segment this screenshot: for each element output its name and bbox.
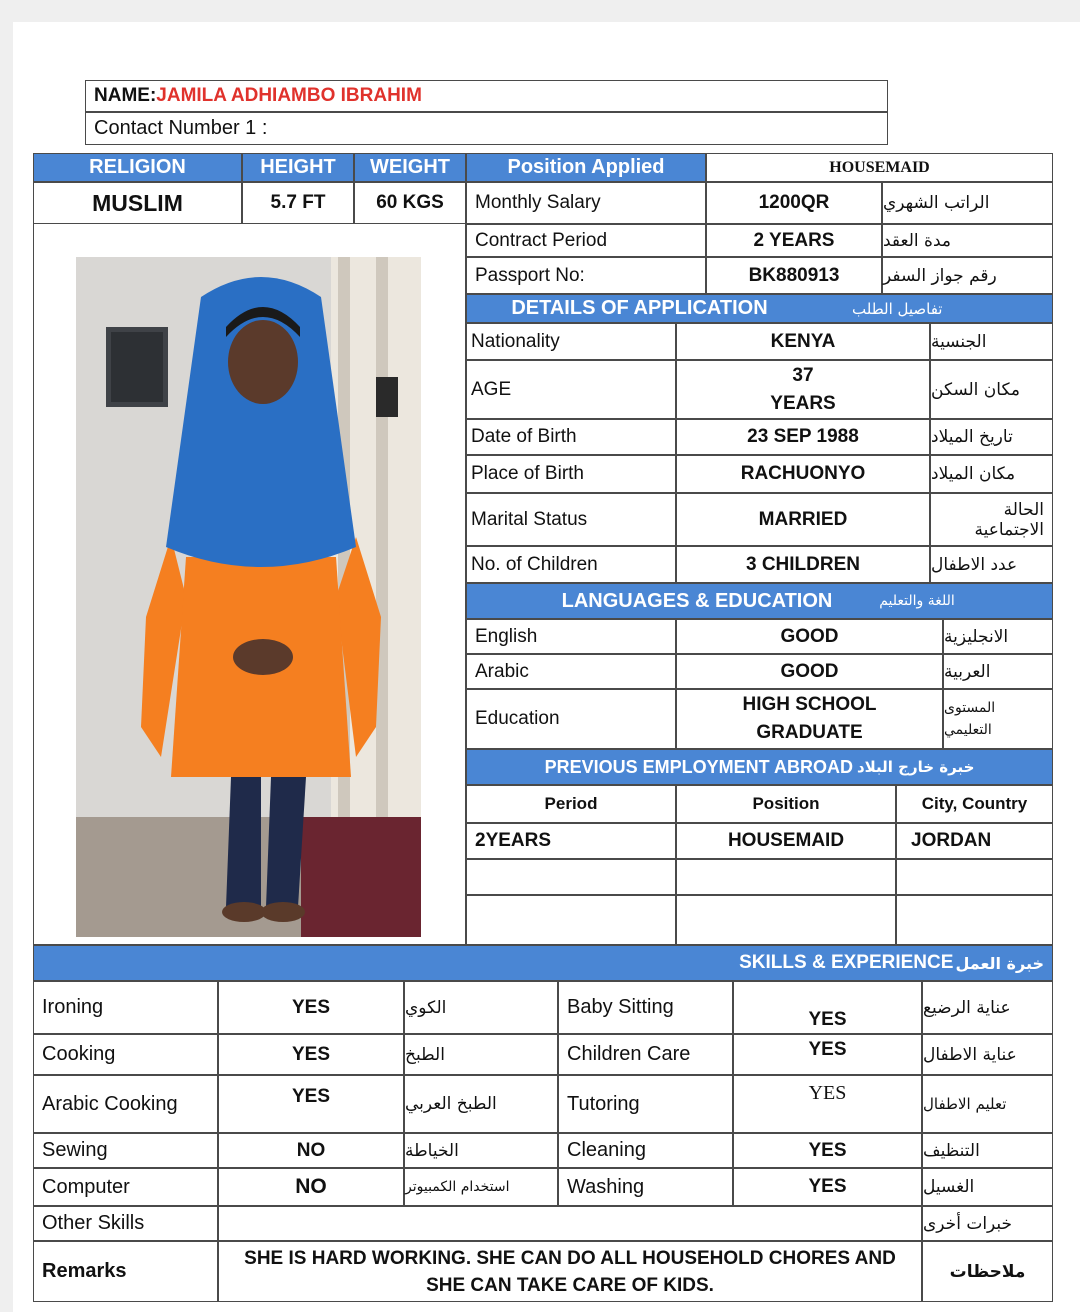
remarks-line2: SHE CAN TAKE CARE OF KIDS. [426, 1274, 714, 1296]
remarks-text [218, 1241, 922, 1302]
skill-sewing-value: NO [218, 1133, 404, 1168]
skill-ironing-value: YES [218, 981, 404, 1034]
other-skills-arabic: خبرات أخرى [922, 1206, 1053, 1241]
skill-childrencare-value: YES [733, 1034, 922, 1075]
children-label: No. of Children [466, 546, 676, 583]
skill-tutoring-value: YES [733, 1075, 922, 1133]
nationality-label: Nationality [466, 323, 676, 360]
employment-row2-period [466, 859, 676, 895]
passport-label: Passport No: [466, 257, 706, 294]
marital-arabic: الحالة الاجتماعية [930, 493, 1053, 546]
skill-babysitting-label: Baby Sitting [558, 981, 733, 1034]
pob-label: Place of Birth [466, 455, 676, 493]
weight-header: WEIGHT [354, 153, 466, 182]
skill-sewing-label: Sewing [33, 1133, 218, 1168]
skill-cooking-value: YES [218, 1034, 404, 1075]
dob-label: Date of Birth [466, 419, 676, 455]
skill-sewing-arabic: الخياطة [404, 1133, 558, 1168]
skill-arabiccooking-label: Arabic Cooking [33, 1075, 218, 1133]
employment-title-arabic: خبرة خارج البلاد [856, 758, 975, 776]
age-value [676, 360, 930, 419]
applicant-name: JAMILA ADHIAMBO IBRAHIM [156, 85, 422, 106]
employment-row2-position [676, 859, 896, 895]
nationality-value: KENYA [676, 323, 930, 360]
skill-tutoring-arabic: تعليم الاطفال [922, 1075, 1053, 1133]
religion-value: MUSLIM [33, 182, 242, 224]
education-label: Education [466, 689, 676, 749]
skill-cleaning-label: Cleaning [558, 1133, 733, 1168]
education-value-line1: HIGH SCHOOL [742, 694, 877, 715]
skill-cleaning-arabic: التنظيف [922, 1133, 1053, 1168]
arabic-label: Arabic [466, 654, 676, 689]
skill-washing-label: Washing [558, 1168, 733, 1206]
skill-babysitting-arabic: عناية الرضيع [922, 981, 1053, 1034]
pob-arabic: مكان الميلاد [930, 455, 1053, 493]
employment-col-city: City, Country [896, 785, 1053, 823]
position-applied-header: Position Applied [466, 153, 706, 182]
skill-computer-label: Computer [33, 1168, 218, 1206]
height-header: HEIGHT [242, 153, 354, 182]
skill-cleaning-value: YES [733, 1133, 922, 1168]
salary-arabic: الراتب الشهري [882, 182, 1053, 224]
skill-washing-arabic: الغسيل [922, 1168, 1053, 1206]
salary-value: 1200QR [706, 182, 882, 224]
skill-babysitting-value: YES [733, 981, 922, 1034]
skill-cooking-label: Cooking [33, 1034, 218, 1075]
employment-row1-position: HOUSEMAID [676, 823, 896, 859]
languages-title: LANGUAGES & EDUCATION [561, 589, 833, 612]
details-title: DETAILS OF APPLICATION [511, 297, 768, 319]
employment-row2-city [896, 859, 1053, 895]
name-label: NAME: [94, 85, 157, 106]
cv-sheet [13, 22, 1080, 1312]
employment-col-period: Period [466, 785, 676, 823]
english-value: GOOD [676, 619, 943, 654]
marital-value: MARRIED [676, 493, 930, 546]
age-unit: YEARS [770, 392, 836, 414]
skill-childrencare-label: Children Care [558, 1034, 733, 1075]
skill-cooking-arabic: الطبخ [404, 1034, 558, 1075]
position-applied-value: HOUSEMAID [706, 153, 1053, 182]
contract-period-arabic: مدة العقد [882, 224, 1053, 257]
other-skills-label: Other Skills [33, 1206, 218, 1241]
skill-computer-value: NO [218, 1168, 404, 1206]
skill-childrencare-arabic: عناية الاطفال [922, 1034, 1053, 1075]
education-arabic-line1: المستوى [944, 700, 996, 716]
dob-value: 23 SEP 1988 [676, 419, 930, 455]
name-row [85, 80, 888, 112]
skill-arabiccooking-arabic: الطبخ العربي [404, 1075, 558, 1133]
languages-title-arabic: اللغة والتعليم [879, 593, 955, 609]
passport-arabic: رقم جواز السفر [882, 257, 1053, 294]
employment-row3-period [466, 895, 676, 945]
arabic-value: GOOD [676, 654, 943, 689]
employment-title: PREVIOUS EMPLOYMENT ABROAD [544, 756, 853, 777]
skill-computer-arabic: استخدام الكمبيوتر [404, 1168, 558, 1206]
remarks-arabic: ملاحظات [922, 1241, 1053, 1302]
religion-header: RELIGION [33, 153, 242, 182]
skill-ironing-label: Ironing [33, 981, 218, 1034]
skills-title-arabic: خبرة العمل [955, 953, 1044, 973]
arabic-arabic: العربية [943, 654, 1053, 689]
children-arabic: عدد الاطفال [930, 546, 1053, 583]
education-arabic [943, 689, 1053, 749]
employment-row3-position [676, 895, 896, 945]
age-number: 37 [792, 364, 814, 386]
skills-title: SKILLS & EXPERIENCE [739, 952, 954, 973]
english-label: English [466, 619, 676, 654]
employment-row1-city: JORDAN [896, 823, 1053, 859]
marital-label: Marital Status [466, 493, 676, 546]
age-arabic: مكان السكن [930, 360, 1053, 419]
employment-col-position: Position [676, 785, 896, 823]
dob-arabic: تاريخ الميلاد [930, 419, 1053, 455]
remarks-label: Remarks [33, 1241, 218, 1302]
employment-row1-period: 2YEARS [466, 823, 676, 859]
contact-row [85, 112, 888, 145]
details-header [466, 294, 1053, 323]
employment-row3-city [896, 895, 1053, 945]
contact-label: Contact Number 1 : [94, 117, 268, 139]
applicant-photo [76, 257, 421, 937]
age-label: AGE [466, 360, 676, 419]
employment-header [466, 749, 1053, 785]
pob-value: RACHUONYO [676, 455, 930, 493]
education-arabic-line2: التعليمي [944, 722, 992, 738]
languages-header [466, 583, 1053, 619]
education-value-line2: GRADUATE [756, 722, 863, 743]
skill-washing-value: YES [733, 1168, 922, 1206]
contract-period-value: 2 YEARS [706, 224, 882, 257]
passport-value: BK880913 [706, 257, 882, 294]
salary-label: Monthly Salary [466, 182, 706, 224]
weight-value: 60 KGS [354, 182, 466, 224]
skill-arabiccooking-value: YES [218, 1075, 404, 1133]
skill-ironing-arabic: الكوي [404, 981, 558, 1034]
english-arabic: الانجليزية [943, 619, 1053, 654]
details-title-arabic: تفاصيل الطلب [852, 299, 943, 318]
remarks-line1: SHE IS HARD WORKING. SHE CAN DO ALL HOUSEHOLD CHORES AND [244, 1247, 896, 1269]
skill-tutoring-label: Tutoring [558, 1075, 733, 1133]
children-value: 3 CHILDREN [676, 546, 930, 583]
skills-header [33, 945, 1053, 981]
height-value: 5.7 FT [242, 182, 354, 224]
contract-period-label: Contract Period [466, 224, 706, 257]
education-value [676, 689, 943, 749]
other-skills-value [218, 1206, 922, 1241]
nationality-arabic: الجنسية [930, 323, 1053, 360]
